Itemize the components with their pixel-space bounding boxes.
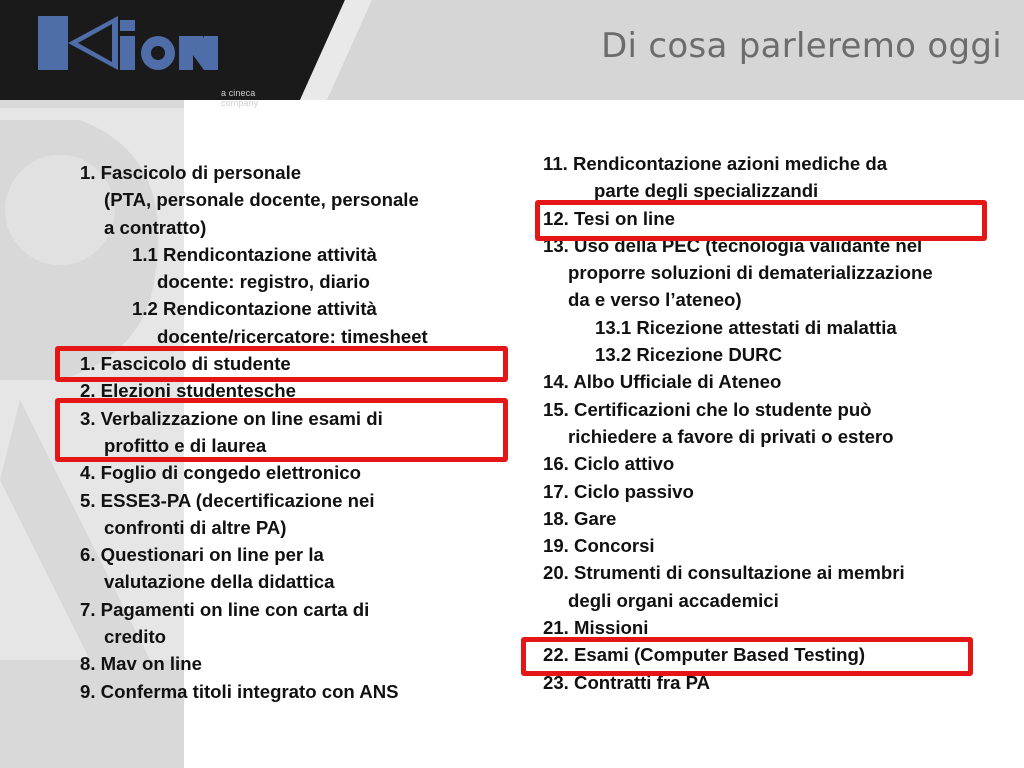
left-column-item: 1.2 Rendicontazione attività: [132, 298, 377, 320]
right-column-item: 17. Ciclo passivo: [543, 480, 694, 502]
left-column-item: 1. Fascicolo di personale: [80, 162, 302, 183]
right-column-item: 13.1 Ricezione attestati di malattia: [595, 316, 897, 338]
left-column-item: confronti di altre PA): [104, 516, 287, 538]
kion-logo-icon: [38, 16, 278, 86]
slide-header: [0, 0, 1024, 108]
left-column-item: valutazione della didattica: [104, 571, 335, 593]
left-column-item: 3. Verbalizzazione on line esami di: [80, 407, 383, 429]
right-column-item: 21. Missioni: [543, 617, 649, 639]
right-column-item: parte degli specializzandi: [594, 180, 819, 202]
right-column-item: 16. Ciclo attivo: [543, 453, 675, 475]
right-column-item: 15. Certificazioni che lo studente può: [543, 398, 872, 420]
right-column-item: 23. Contratti fra PA: [543, 671, 711, 693]
right-column-item: degli organi accademici: [568, 589, 779, 611]
right-column-item: 20. Strumenti di consultazione ai membri: [543, 562, 905, 584]
right-column-item: 19. Concorsi: [543, 535, 655, 557]
left-column-item: 8. Mav on line: [80, 653, 202, 675]
left-column-item: 7. Pagamenti on line con carta di: [80, 598, 370, 620]
right-column-item: 22. Esami (Computer Based Testing): [543, 644, 866, 666]
left-column-item: docente/ricercatore: timesheet: [157, 325, 428, 347]
right-column-item: 18. Gare: [543, 507, 617, 529]
right-topic-list: [543, 150, 1023, 696]
kion-logo: [38, 16, 278, 108]
right-column-item: 13. Uso della PEC (tecnologia validante nel: [543, 234, 923, 256]
left-column-item: profitto e di laurea: [104, 434, 267, 456]
right-column-item: 14. Albo Ufficiale di Ateneo: [543, 371, 782, 393]
right-column-item: 12. Tesi on line: [543, 207, 675, 229]
left-column-item: 6. Questionari on line per la: [80, 544, 324, 566]
left-column-item: a contratto): [104, 216, 207, 238]
logo-tagline: a cineca company: [221, 88, 259, 108]
left-column-item: docente: registro, diario: [157, 271, 370, 293]
left-column-item: (PTA, personale docente, personale: [104, 189, 419, 211]
right-column-item: 13.2 Ricezione DURC: [595, 344, 783, 366]
left-column-item: 4. Foglio di congedo elettronico: [80, 462, 361, 484]
right-column-item: da e verso l’ateneo): [568, 289, 742, 311]
right-column-item: richiedere a favore di privati o estero: [568, 425, 894, 447]
right-column-item: proporre soluzioni di dematerializzazione: [568, 262, 933, 284]
left-column-item: 1. Fascicolo di studente: [80, 353, 291, 375]
left-column-item: 9. Conferma titoli integrato con ANS: [80, 680, 399, 702]
right-column-item: 11. Rendicontazione azioni mediche da: [543, 153, 888, 174]
left-column-item: 2. Elezioni studentesche: [80, 380, 296, 402]
left-column-item: credito: [104, 626, 166, 648]
left-topic-list: [80, 159, 510, 705]
page-title: Di cosa parleremo oggi: [601, 26, 1002, 66]
left-column-item: 1.1 Rendicontazione attività: [132, 243, 377, 265]
left-column-item: 5. ESSE3-PA (decertificazione nei: [80, 489, 375, 511]
